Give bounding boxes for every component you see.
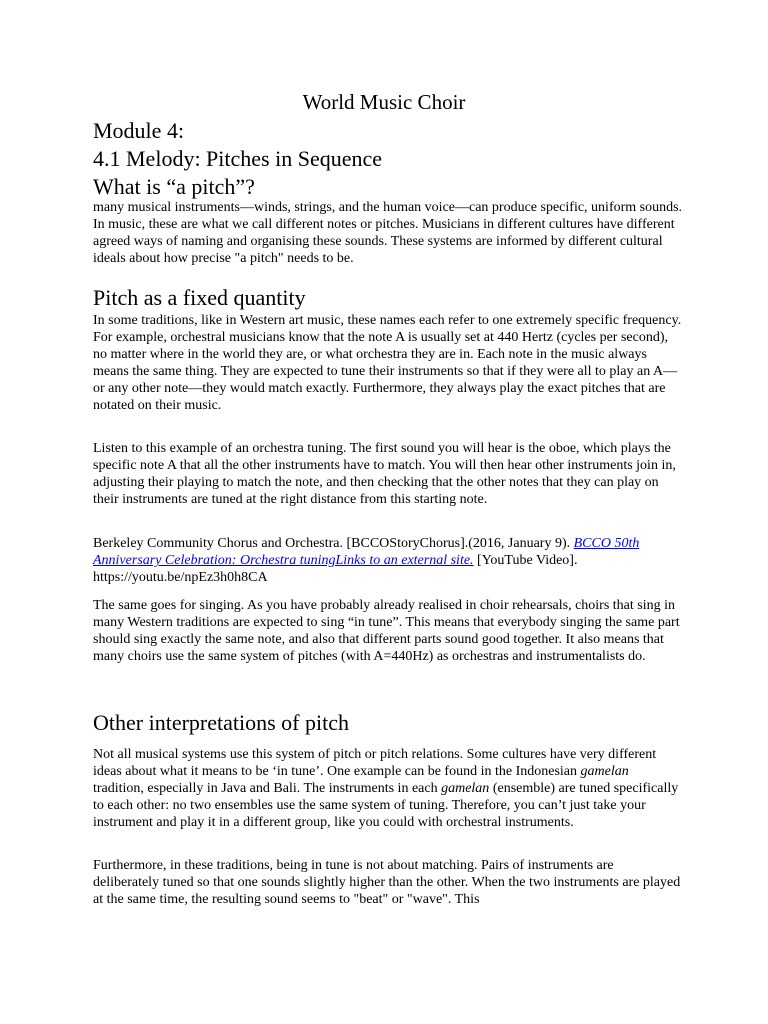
gamelan-text-b: tradition, especially in Java and Bali. The instruments in each bbox=[93, 781, 442, 796]
heading-other-interpretations: Other interpretations of pitch bbox=[93, 710, 349, 735]
gamelan-text-c: (ensemble) are tuned specifically to each other: no two ensembles use the same system of tuning. Therefore, you can’t just take your instrument and play it in a different group, like you could with orchestral instruments. bbox=[93, 781, 679, 830]
gamelan-term: gamelan bbox=[580, 764, 629, 779]
video-link[interactable]: BCCO 50th Anniversary Celebration: Orchestra tuningLinks to an external site. bbox=[93, 536, 640, 568]
section-heading: 4.1 Melody: Pitches in Sequence bbox=[93, 146, 383, 171]
citation-suffix: [YouTube Video]. https://youtu.be/npEz3h0h8CA bbox=[93, 553, 578, 585]
paragraph-intro: many musical instruments—winds, strings, and the human voice—can produce specific, uniform sounds. In music, these are what we call different notes or pitches. Musicians in different cultures have different agreed ways of naming and organising these sounds. These systems are informed by different cultural ideals about how precise "a pitch" needs to be. bbox=[93, 200, 683, 266]
paragraph-beating: Furthermore, in these traditions, being in tune is not about matching. Pairs of instruments are deliberately tuned so that one sounds slightly higher than the other. When the two instruments are played at the same time, the resulting sound seems to "beat" or "wave". This bbox=[93, 858, 681, 907]
question-heading: What is “a pitch”? bbox=[93, 174, 255, 199]
heading-fixed-quantity: Pitch as a fixed quantity bbox=[93, 285, 306, 310]
paragraph-fixed-quantity: In some traditions, like in Western art music, these names each refer to one extremely specific frequency. For example, orchestral musicians know that the note A is usually set at 440 Hertz (cycles per second), no matter where in the world they are, or what orchestra they are in. Each note in the music always means the same thing. They are expected to tune their instruments so that if they were all to play an A—or any other note—they would match exactly. Furthermore, they always play the exact pitches that are notated on their music. bbox=[93, 313, 682, 413]
citation-prefix: Berkeley Community Chorus and Orchestra. [BCCOStoryChorus].(2016, January 9). bbox=[93, 536, 574, 551]
gamelan-term: gamelan bbox=[441, 781, 490, 796]
citation bbox=[93, 535, 683, 586]
paragraph-orchestra-tuning: Listen to this example of an orchestra tuning. The first sound you will hear is the oboe, which plays the specific note A that all the other instruments have to match. You will then hear other instruments join in, adjusting their playing to match the note, and then checking that the other notes that they can play on their instruments are tuned at the right distance from this starting note. bbox=[93, 441, 676, 507]
document-title: World Music Choir bbox=[302, 90, 466, 114]
gamelan-text-a: Not all musical systems use this system of pitch or pitch relations. Some cultures have very different ideas about what it means to be ‘in tune’. One example can be found in the Indonesian bbox=[93, 747, 657, 779]
paragraph-singing: The same goes for singing. As you have probably already realised in choir rehearsals, choirs that sing in many Western traditions are expected to sing “in tune”. This means that everybody singing the same part should sing exactly the same note, and also that different parts sound good together. It also means that many choirs use the same system of pitches (with A=440Hz) as orchestras and instrumentalists do. bbox=[93, 598, 680, 664]
paragraph-gamelan bbox=[93, 746, 683, 831]
module-heading: Module 4: bbox=[93, 118, 185, 143]
